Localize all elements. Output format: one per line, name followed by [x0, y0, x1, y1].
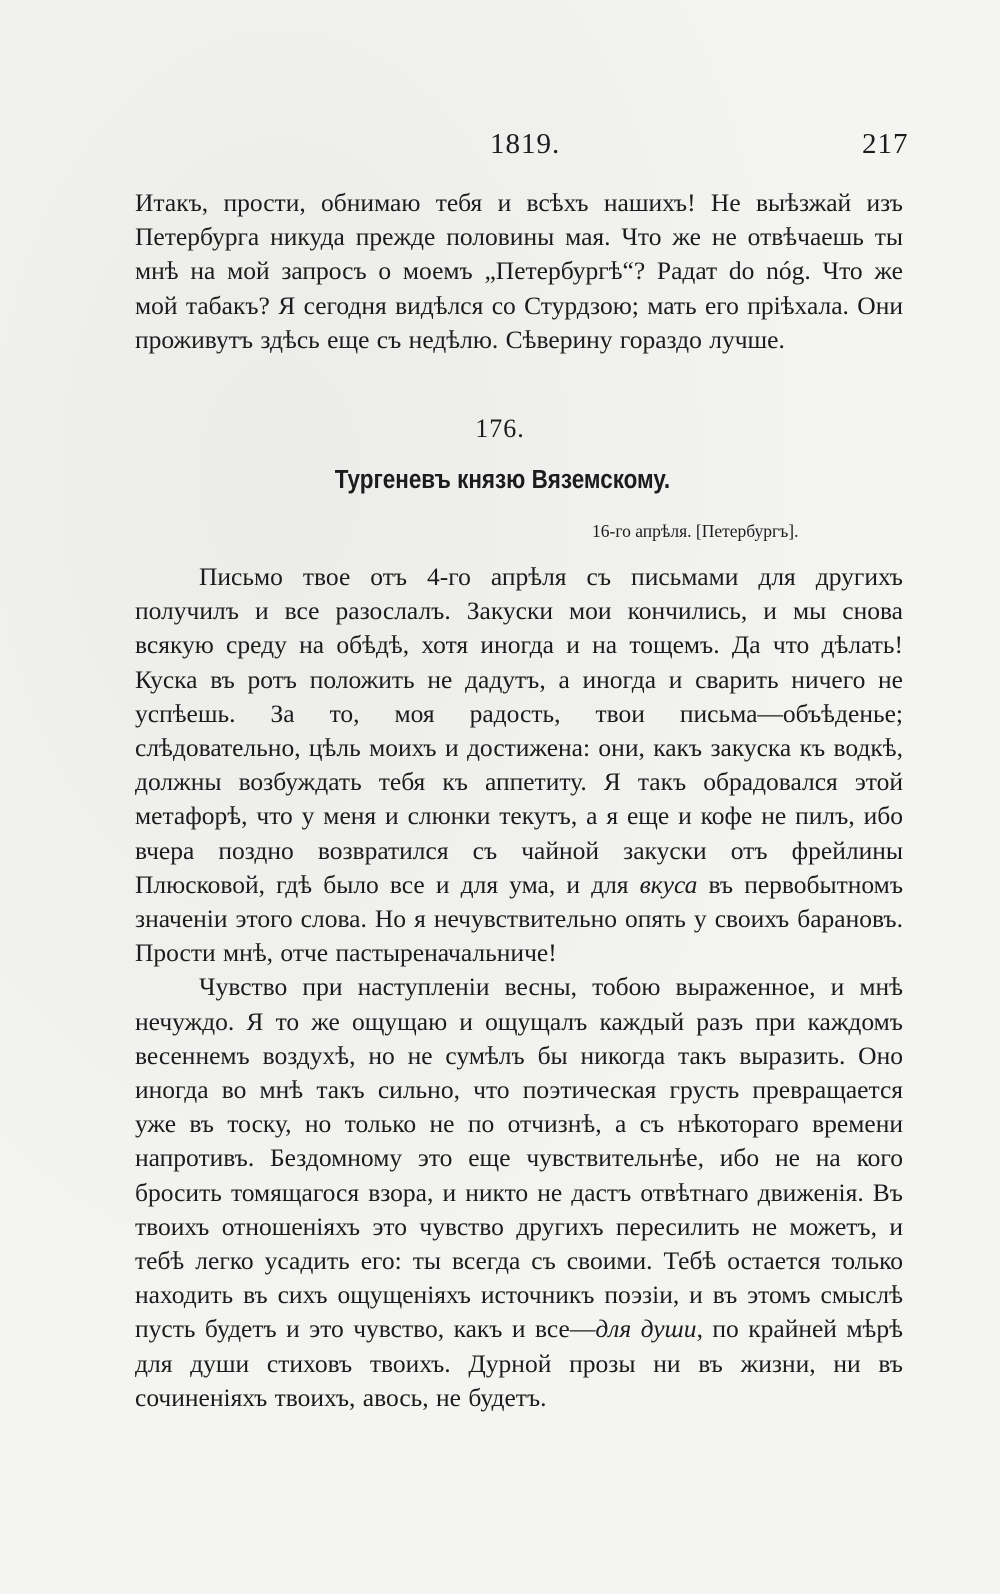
italic-phrase: для души [595, 1314, 697, 1344]
running-head-year: 1819. [490, 128, 561, 160]
letter-paragraph-2 [135, 970, 903, 1415]
letter-number: 176. [475, 414, 525, 443]
text-paragraph: Итакъ, прости, обнимаю тебя и всѣхъ нашихъ! Не выѣзжай изъ Петербурга никуда прежде половины мая. Что же не отвѣчаешь ты мнѣ на мой запросъ о моемъ „Петербургѣ“? Радат do nóg. Что же мой табакъ? Я сегодня видѣлся со Стурдзою; мать его пріѣхала. Они проживутъ здѣсь еще съ недѣлю. Сѣверину гораздо лучше. [135, 188, 903, 354]
letter-body [135, 560, 903, 1415]
letter-heading: Тургеневъ князю Вяземскому. [334, 466, 671, 494]
paragraph-text: въ первобытномъ значеніи этого слова. Но я нечувствительно опять у своихъ барановъ. Прости мнѣ, отче пастыреначальниче! [135, 869, 904, 968]
letter-paragraph-1 [135, 560, 903, 970]
paragraph-text: , по крайней мѣрѣ для души стиховъ твоихъ. Дурной прозы ни въ жизни, ни въ сочиненіяхъ твоихъ, авось, не будетъ. [135, 1314, 903, 1412]
previous-letter-ending [135, 186, 903, 357]
paragraph-text: Чувство при наступленіи весны, тобою выраженное, и мнѣ нечуждо. Я то же ощущаю и ощущалъ каждый разъ при каждомъ весеннемъ воздухѣ, но не сумѣлъ бы никогда такъ выразить. Оно иногда во мнѣ такъ сильно, что поэтическая грусть превращается уже въ тоску, но только не по отчизнѣ, а съ нѣкотораго времени напротивъ. Бездомному это еще чувствительнѣе, ибо не на кого бросить томящагося взора, и никто не дастъ отвѣтнаго движенія. Въ твоихъ отношеніяхъ это чувство другихъ пересилить не можетъ, и тебѣ легко усадить его: ты всегда съ своими. Тебѣ остается только находить въ сихъ ощущеніяхъ источникъ поэзіи, и въ этомъ смыслѣ пусть будетъ и это чувство, какъ и все— [135, 972, 903, 1344]
paragraph-text: Письмо твое отъ 4-го апрѣля съ письмами для другихъ получилъ и все разослалъ. Закуски мои кончились, и мы снова всякую среду на обѣдѣ, хотя иногда и на тощемъ. Да что дѣлать! Куска въ ротъ положить не дадутъ, а иногда и сварить ничего не успѣешь. За то, моя радость, твои письма—объѣденье; слѣдовательно, цѣль моихъ и достижена: они, какъ закуска къ водкѣ, должны возбуждать тебя къ аппетиту. Я такъ обрадовался этой метафорѣ, что у меня и слюнки текутъ, а я еще и кофе не пилъ, ибо вчера поздно возвратился съ чайной закуски отъ фрейлины Плюсковой, гдѣ было все и для ума, и для [135, 562, 903, 899]
running-head [0, 128, 1000, 168]
letter-date: 16-го апрѣля. [Петербургъ]. [592, 521, 799, 541]
page-number: 217 [862, 128, 909, 160]
italic-word: вкуса [639, 869, 698, 899]
